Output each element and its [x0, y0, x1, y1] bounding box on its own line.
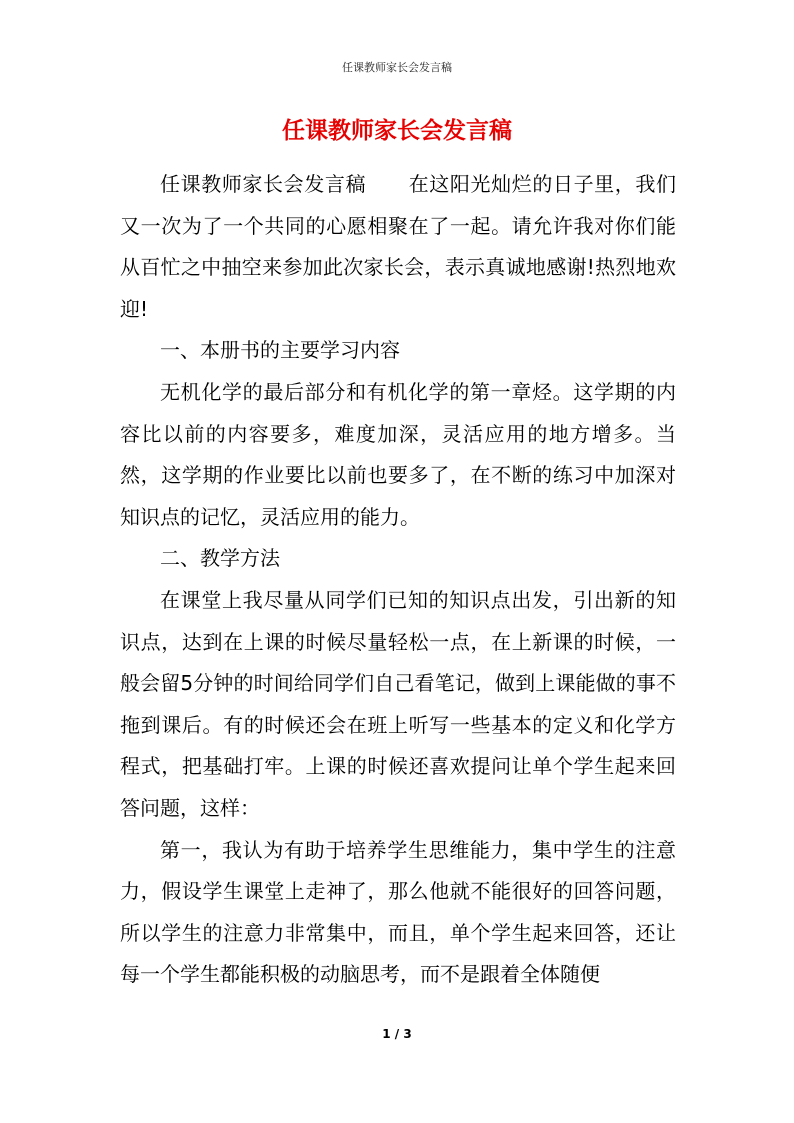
document-title: 任课教师家长会发言稿	[282, 118, 512, 144]
section-2-heading: 二、教学方法	[160, 546, 280, 571]
intro-paragraph	[120, 164, 676, 330]
page-number: 1 / 3	[382, 1027, 412, 1041]
section-1-heading: 一、本册书的主要学习内容	[160, 338, 400, 363]
section-2-point-1: 第一，我认为有助于培养学生思维能力，集中学生的注意力，假设学生课堂上走神了，那么他就不能很好的回答问题，所以学生的注意力非常集中，而且，单个学生起来回答，还让每一个学生都能积极的动脑思考，而不是跟着全体随便	[120, 837, 676, 987]
document-body	[120, 164, 676, 996]
intro-text: 在这阳光灿烂的日子里，我们又一次为了一个共同的心愿相聚在了一起。请允许我对你们能从百忙之中抽空来参加此次家长会，表示真诚地感谢!热烈地欢迎!	[120, 172, 677, 321]
running-header: 任课教师家长会发言稿	[342, 61, 452, 74]
section-2-paragraph: 在课堂上我尽量从同学们已知的知识点出发，引出新的知识点，达到在上课的时候尽量轻松一点，在上新课的时候，一般会留5分钟的时间给同学们自己看笔记，做到上课能做的事不拖到课后。有的时候还会在班上听写一些基本的定义和化学方程式，把基础打牢。上课的时候还喜欢提问让单个学生起来回答问题，这样：	[120, 587, 676, 820]
intro-lead: 任课教师家长会发言稿	[160, 172, 367, 196]
section-1-paragraph: 无机化学的最后部分和有机化学的第一章烃。这学期的内容比以前的内容要多，难度加深，灵活应用的地方增多。当然，这学期的作业要比以前也要多了，在不断的练习中加深对知识点的记忆，灵活应用的能力。	[120, 379, 676, 529]
